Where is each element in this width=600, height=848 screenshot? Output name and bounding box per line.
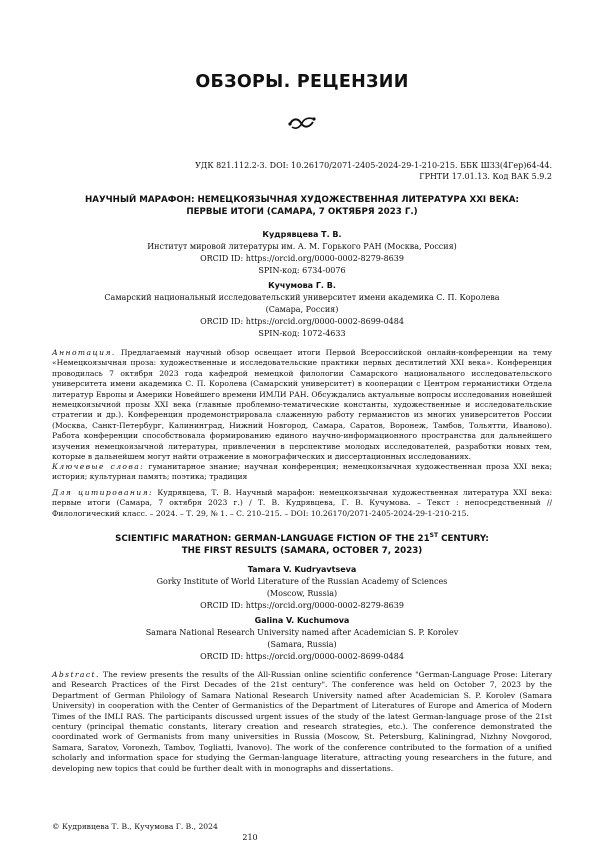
author-orcid: ORCID ID: https://orcid.org/0000-0002-8699-0484	[200, 317, 404, 326]
abstract-en	[52, 670, 552, 774]
section-title: ОБЗОРЫ. РЕЦЕНЗИИ	[195, 72, 409, 92]
citation-ru	[52, 488, 552, 519]
udc-line-1: УДК 821.112.2-3. DOI: 10.26170/2071-2405-2024-29-1-210-215. ББК Ш33(4Гер)64-44.	[195, 161, 552, 170]
author-spin: SPIN-код: 6734-0076	[258, 266, 346, 275]
keywords-label: Ключевые слова:	[52, 462, 145, 471]
abstract-ru	[52, 348, 552, 462]
citation-label: Для цитирования:	[52, 488, 153, 497]
author-affiliation: Gorky Institute of World Literature of the Russian Academy of Sciences	[156, 577, 448, 586]
author-name: Tamara V. Kudryavtseva	[247, 565, 357, 574]
copyright: © Кудрявцева Т. В., Кучумова Г. В., 2024	[52, 822, 218, 831]
title-en-line-1	[52, 530, 552, 545]
abstract-text: The review presents the results of the All-Russian online scientific conference "German-Language Prose: Literary and Research Practices of the First Decades of the 21st century". The conference was held on October 7, 2023 by the Department of German Philology of Samara National Research University named after Academician S. P. Korolev (Samara University) in cooperation with the Center of Germanistics of the Department of Literatures of Europe and America of Modern Times of the IMLI RAS. The participants discussed urgent issues of the study of the latest German-language prose of the 21st century (principal thematic constants, literary creation and research strategies, etc.). The conference demonstrated the coordinated work of Germanists from many universities in Russia (Moscow, St. Petersburg, Kaliningrad, Nizhny Novgorod, Samara, Saratov, Voronezh, Tambov, Togliatti, Ivanovo). The work of the conference contributed to the formation of a unified scholarly and information space for studying the German-language literature, attracting young researchers in the future, and developing new topics that could be further dealt with in monographs and dissertations.	[52, 670, 552, 773]
keywords-text: гуманитарное знание; научная конференция; немецкоязычная художественная проза XXI века; история; культурная память; поэтика; традиция	[52, 462, 552, 482]
author-orcid: ORCID ID: https://orcid.org/0000-0002-8279-8639	[200, 601, 404, 610]
author-spin: SPIN-код: 1072-4633	[258, 329, 346, 338]
abstract-label: Abstract.	[52, 670, 100, 679]
author-ru-2	[52, 280, 552, 340]
title-en-line-2: THE FIRST RESULTS (SAMARA, OCTOBER 7, 2023)	[181, 545, 423, 556]
author-name: Galina V. Kuchumova	[254, 616, 350, 625]
page-number: 210	[242, 833, 258, 842]
author-affiliation: Samara National Research University named after Academician S. P. Korolev	[145, 628, 459, 637]
author-en-1	[52, 564, 552, 612]
author-name: Кучумова Г. В.	[268, 281, 336, 290]
title-ru-line-1: НАУЧНЫЙ МАРАФОН: НЕМЕЦКОЯЗЫЧНАЯ ХУДОЖЕСТВЕННАЯ ЛИТЕРАТУРА XXI ВЕКА:	[84, 195, 520, 205]
author-en-2	[52, 615, 552, 663]
citation-text: Кудрявцева, Т. В. Научный марафон: немецкоязычная художественная литература XXI века: первые итоги (Самара, 7 октября 2023 г.) / Т. В. Кудрявцева, Г. В. Кучумова. – Текст : непосредственный // Филологический класс. – 2024. – Т. 29, № 1. – С. 210–215. – DOI: 10.26170/2071-2405-2024-29-1-210-215.	[52, 488, 552, 518]
abstract-label: Аннотация.	[52, 348, 116, 357]
abstract-text: Предлагаемый научный обзор освещает итоги Первой Всероссийской онлайн-конференции на тему «Немецкоязычная проза: художественные и исследовательские практики первых десятилетий XXI века». Конференция проводилась 7 октября 2023 года кафедрой немецкой филологии Самарского национального исследовательского университета имени академика С. П. Королева (Самарский университет) в кооперации с Центром германистики Отдела литератур Европы и Америки Новейшего времени ИМЛИ РАН. Обсуждались актуальные вопросы исследования новейшей немецкоязычной прозы XXI века (главные проблемно-тематические константы, художественные и исследовательские стратегии и др.). Конференция продемонстрировала слаженную работу германистов из многих университетов России (Москва, Санкт-Петербург, Калининград, Нижний Новгород, Самара, Саратов, Воронеж, Тамбов, Тольятти, Иваново). Работа конференции способствовала формированию единого научно-информационного пространства для дальнейшего изучения немецкоязычной литературы, привлечения в перспективе молодых исследователей, разработки новых тем, которые в дальнейшем могут найти отражение в монографических и диссертационных исследованиях.	[52, 348, 552, 462]
author-orcid: ORCID ID: https://orcid.org/0000-0002-8699-0484	[200, 652, 404, 661]
ornament-icon	[287, 115, 317, 131]
title-en-text: CENTURY:	[438, 533, 489, 544]
title-ru-line-2: ПЕРВЫЕ ИТОГИ (САМАРА, 7 ОКТЯБРЯ 2023 Г.)	[186, 207, 418, 217]
author-affiliation: (Moscow, Russia)	[266, 589, 338, 598]
author-affiliation: Институт мировой литературы им. А. М. Горького РАН (Москва, Россия)	[147, 242, 457, 251]
author-affiliation: (Самара, Россия)	[265, 305, 339, 314]
title-en-superscript: ST	[429, 532, 439, 539]
author-orcid: ORCID ID: https://orcid.org/0000-0002-8279-8639	[200, 254, 404, 263]
udc-block	[52, 160, 552, 182]
keywords-ru	[52, 462, 552, 483]
article-title-ru	[52, 194, 552, 218]
article-title-en	[52, 530, 552, 557]
author-affiliation: Самарский национальный исследовательский университет имени академика С. П. Королева	[104, 293, 500, 302]
author-name: Кудрявцева Т. В.	[262, 230, 342, 239]
title-en-text: SCIENTIFIC MARATHON: GERMAN-LANGUAGE FICTION OF THE 21	[115, 533, 430, 544]
author-affiliation: (Samara, Russia)	[267, 640, 337, 649]
udc-line-2: ГРНТИ 17.01.13. Код ВАК 5.9.2	[419, 172, 552, 181]
author-ru-1	[52, 229, 552, 277]
